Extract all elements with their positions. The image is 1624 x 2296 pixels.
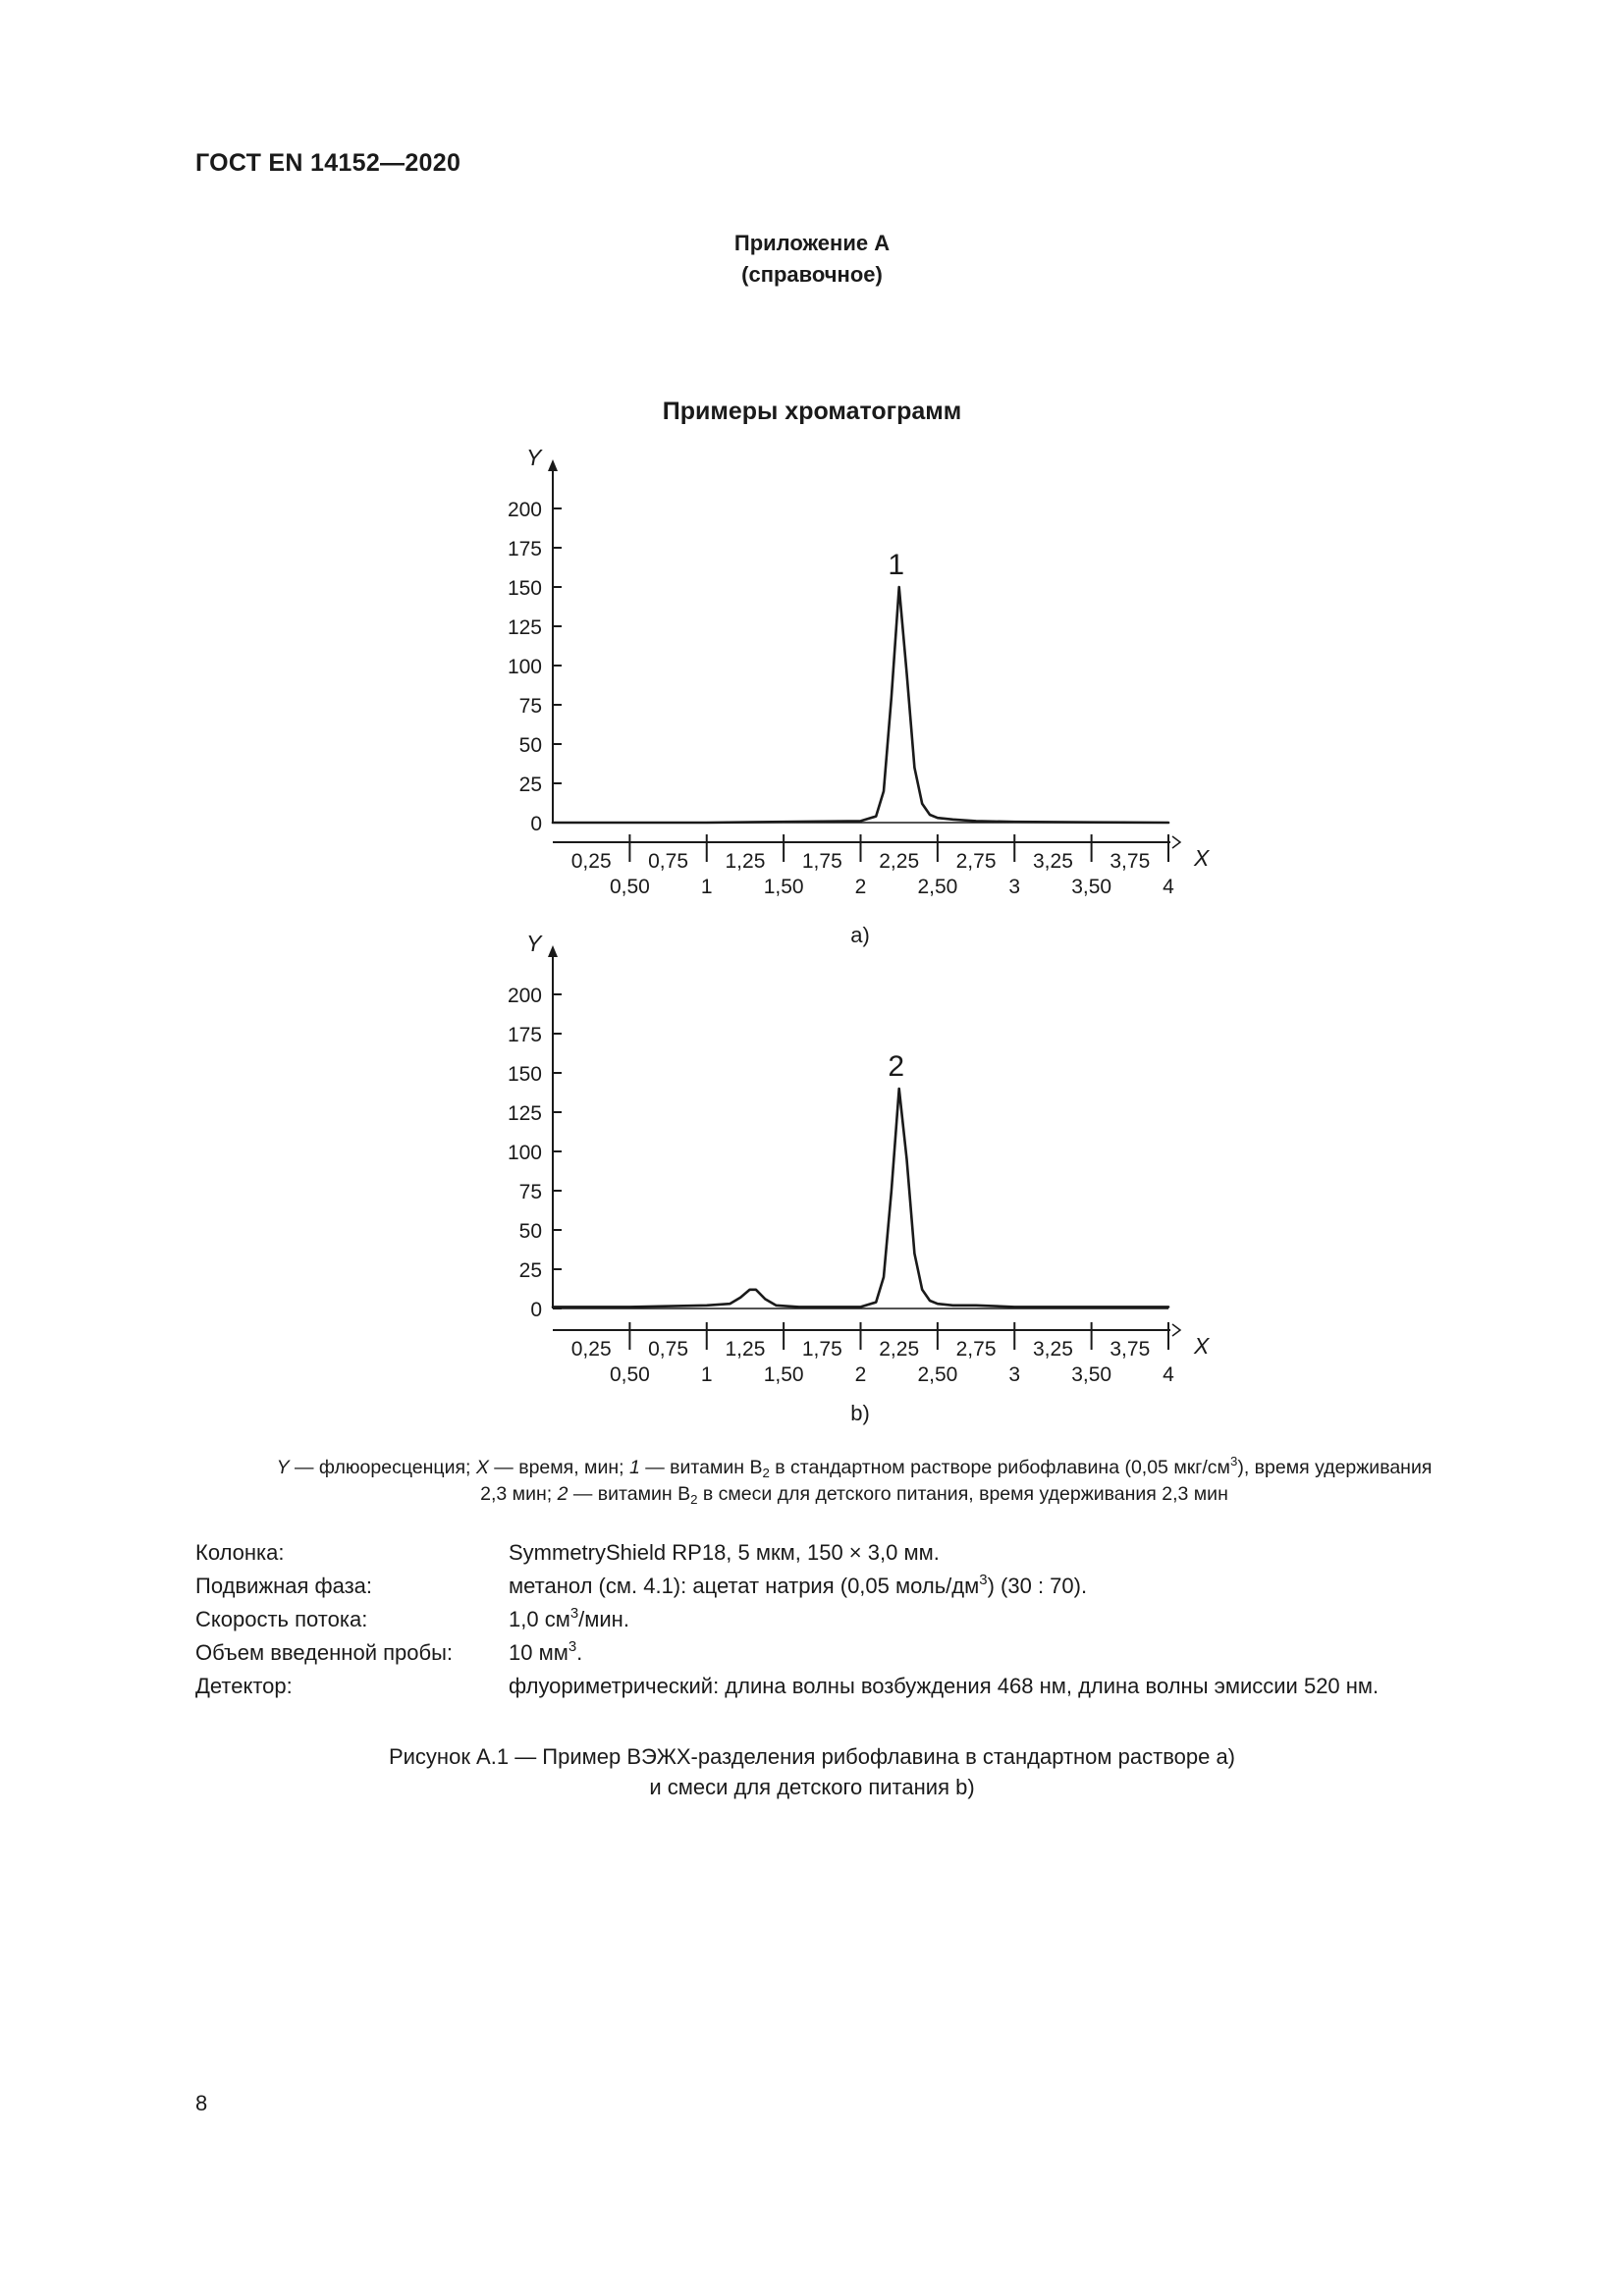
x-axis-arrow [1172,1324,1180,1336]
key-desc-1b: в стандартном растворе рибофлавина (0,05 мкг/см [769,1457,1230,1478]
peak-label: 1 [888,549,905,581]
x-tick-label-lower: 3,50 [1071,876,1112,898]
x-tick-label-upper: 3,75 [1110,850,1151,873]
x-tick-label-lower: 4 [1163,1363,1174,1386]
x-tick-label-lower: 3,50 [1071,1363,1112,1386]
annex-title: Приложение А [733,231,891,255]
x-tick-label-lower: 1 [700,1363,713,1386]
key-num-1: 1 [628,1457,640,1478]
mobile-phase-text-b: ) (30 : 70). [987,1574,1088,1598]
key-sub-2: 2 [690,1491,698,1507]
y-tick-label: 175 [507,1024,542,1046]
caption-line-1: Рисунок А.1 — Пример ВЭЖХ-разделения рибофлавина в стандартном растворе a) [388,1744,1236,1769]
x-tick-label-upper: 0,25 [570,850,612,873]
x-tick-label-upper: 2,25 [879,850,920,873]
y-tick-label: 100 [507,1142,542,1164]
figure-key [187,1455,1522,1508]
x-axis-label: X [1194,845,1210,871]
x-tick-label-lower: 3 [1008,876,1021,898]
key-sub-1: 2 [762,1465,770,1480]
x-tick-label-upper: 1,75 [801,850,842,873]
key-y-symbol: Y [276,1457,290,1478]
y-tick-label: 125 [507,1102,542,1125]
y-axis-label: Y [526,931,542,956]
y-tick-label: 50 [518,1220,542,1243]
flow-text-a: 1,0 см [509,1607,570,1631]
condition-value: флуориметрический: длина волны возбуждения 468 нм, длина волны эмиссии 520 нм. [509,1674,1380,1698]
x-tick-label-lower: 4 [1163,876,1174,898]
y-tick-label: 75 [518,695,542,718]
condition-label: Детектор: [195,1674,293,1698]
condition-label: Колонка: [195,1540,285,1565]
y-tick-label: 150 [507,577,542,600]
y-axis-arrow [548,945,558,957]
standard-header: ГОСТ EN 14152—2020 [195,149,461,177]
x-tick-label-lower: 0,50 [609,1363,650,1386]
condition-value [509,1570,1087,1603]
y-tick-label: 150 [507,1063,542,1086]
y-tick-label: 50 [518,734,542,757]
y-tick-label: 200 [507,985,542,1007]
x-tick-label-upper: 3,25 [1033,850,1073,873]
chromatogram-b [0,931,1624,1428]
key-num-2: 2 [557,1483,568,1505]
y-tick-label: 0 [530,1299,542,1321]
x-tick-label-upper: 2,75 [955,1338,997,1361]
chromatogram-trace [553,1089,1168,1307]
x-axis-arrow [1172,836,1180,848]
x-tick-label-lower: 0,50 [609,876,650,898]
mobile-phase-sup: 3 [979,1572,988,1589]
condition-label: Объем введенной пробы: [195,1640,454,1665]
y-tick-label: 25 [518,1259,542,1282]
chromatogram-trace [553,587,1168,823]
x-tick-label-upper: 1,75 [801,1338,842,1361]
caption-line-2: и смеси для детского питания b) [649,1775,975,1799]
condition-value [509,1636,582,1670]
y-tick-label: 0 [530,813,542,835]
condition-label: Подвижная фаза: [195,1574,373,1598]
x-tick-label-upper: 1,25 [725,1338,766,1361]
figure-key-line-1 [187,1455,1522,1481]
y-tick-label: 100 [507,656,542,678]
y-tick-label: 125 [507,616,542,639]
y-tick-label: 200 [507,499,542,521]
key-desc-1d: 2,3 мин; [480,1483,558,1505]
key-x-symbol: X [475,1457,489,1478]
key-desc-1a: — витамин В [639,1457,763,1478]
key-y-desc: — флюоресценция; [289,1457,476,1478]
y-tick-label: 25 [518,774,542,796]
y-tick-label: 75 [518,1181,542,1203]
condition-value: SymmetryShield RP18, 5 мкм, 150 × 3,0 мм. [509,1540,940,1565]
figure-caption [0,1741,1624,1802]
figure-key-line-2 [187,1481,1522,1508]
condition-label: Скорость потока: [195,1607,368,1631]
x-tick-label-upper: 0,75 [648,1338,688,1361]
x-tick-label-upper: 1,25 [725,850,766,873]
x-tick-label-lower: 2 [854,1363,867,1386]
x-tick-label-upper: 0,75 [648,850,688,873]
y-tick-label: 175 [507,538,542,561]
key-desc-1c: ), время удерживания [1237,1457,1433,1478]
volume-text-a: 10 мм [509,1640,568,1665]
x-tick-label-upper: 3,25 [1033,1338,1073,1361]
key-sup-1: 3 [1229,1454,1238,1469]
x-axis-label: X [1194,1333,1210,1359]
volume-sup: 3 [568,1638,577,1656]
x-tick-label-upper: 2,75 [955,850,997,873]
y-axis-arrow [548,459,558,471]
flow-sup: 3 [569,1605,579,1623]
y-axis-label: Y [526,445,542,470]
panel-label: а) [850,923,870,947]
x-tick-label-upper: 2,25 [879,1338,920,1361]
mobile-phase-text-a: метанол (см. 4.1): ацетат натрия (0,05 моль/дм [509,1574,980,1598]
panel-label: b) [850,1401,870,1425]
x-tick-label-upper: 3,75 [1110,1338,1151,1361]
flow-text-b: /мин. [578,1607,629,1631]
annex-subtitle: (справочное) [741,262,883,287]
key-x-desc: — время, мин; [488,1457,629,1478]
x-tick-label-lower: 2,50 [917,876,958,898]
x-tick-label-lower: 1,50 [763,1363,804,1386]
figure-title: Примеры хроматограмм [662,398,962,425]
x-tick-label-lower: 2 [854,876,867,898]
chromatogram-a [0,445,1624,962]
x-tick-label-lower: 1,50 [763,876,804,898]
annex-heading [0,228,1624,291]
condition-value [509,1603,629,1636]
page-number: 8 [195,2091,208,2115]
key-desc-2a: — витамин В [568,1483,691,1505]
x-tick-label-lower: 1 [700,876,713,898]
key-desc-2b: в смеси для детского питания, время удерживания 2,3 мин [697,1483,1228,1505]
x-tick-label-lower: 2,50 [917,1363,958,1386]
volume-text-b: . [576,1640,583,1665]
peak-label: 2 [888,1050,905,1083]
x-tick-label-lower: 3 [1008,1363,1021,1386]
x-tick-label-upper: 0,25 [570,1338,612,1361]
